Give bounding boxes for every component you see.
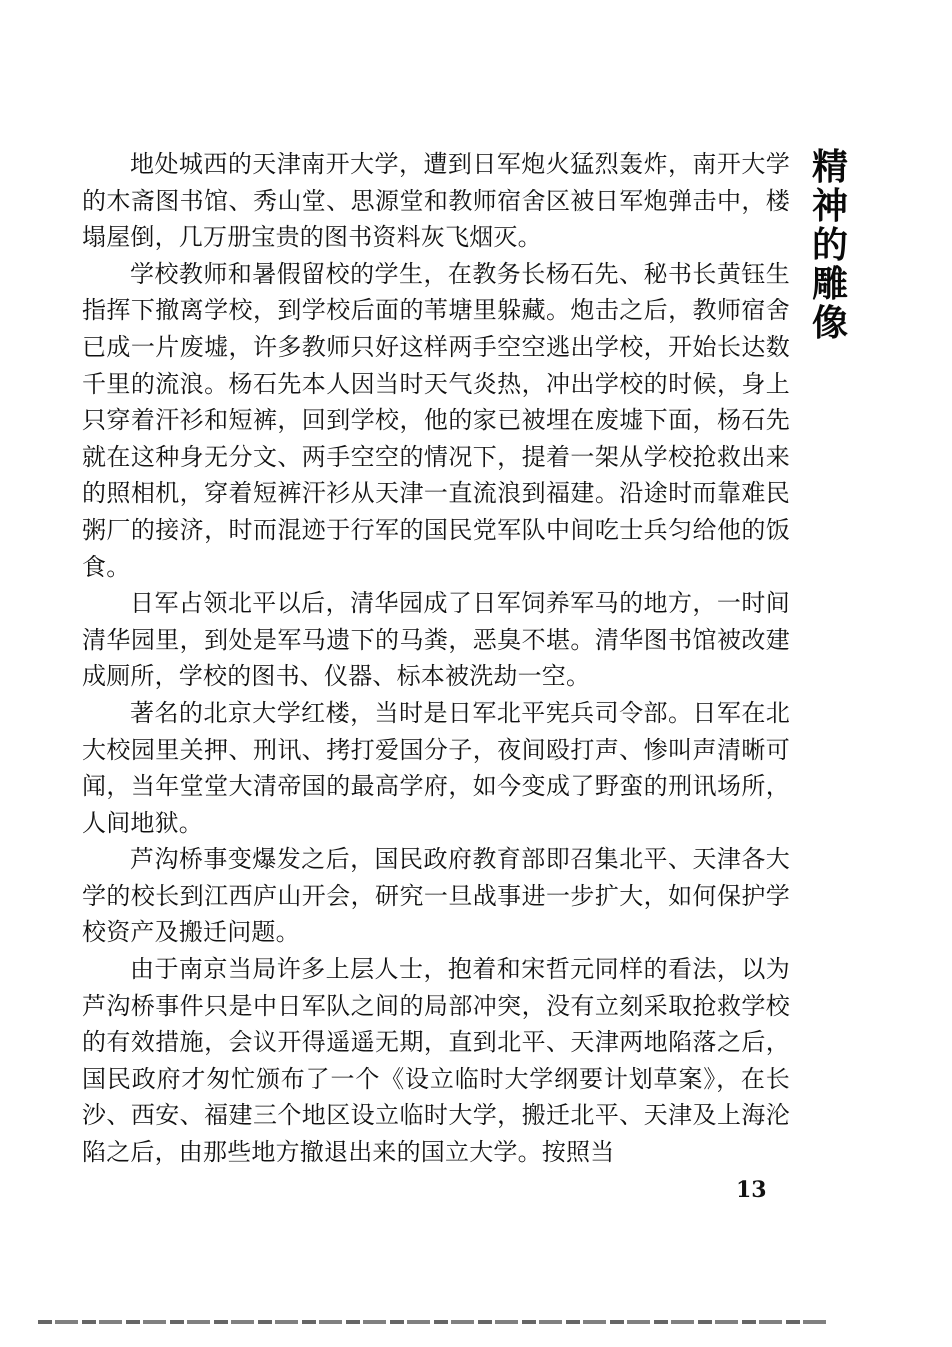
body-text xyxy=(82,146,790,1171)
paragraph: 日军占领北平以后，清华园成了日军饲养军马的地方，一时间清华园里，到处是军马遗下的马粪，恶臭不堪。清华图书馆被改建成厕所，学校的图书、仪器、标本被洗劫一空。 xyxy=(82,589,790,691)
page-number: 13 xyxy=(736,1177,767,1203)
running-title-char: 雕 xyxy=(811,264,848,305)
running-title-char: 精 xyxy=(811,147,848,188)
paragraph: 由于南京当局许多上层人士，抱着和宋哲元同样的看法，以为芦沟桥事件只是中日军队之间的局部冲突，没有立刻采取抢救学校的有效措施，会议开得遥遥无期，直到北平、天津两地陷落之后，国民政府才匆忙颁布了一个《设立临时大学纲要计划草案》，在长沙、西安、福建三个地区设立临时大学，搬迁北平、天津及上海沦陷之后，由那些地方撤退出来的国立大学。按照当 xyxy=(82,955,790,1167)
running-title-char: 神 xyxy=(811,186,848,227)
paragraph: 学校教师和暑假留校的学生，在教务长杨石先、秘书长黄钰生指挥下撤离学校，到学校后面的苇塘里躲藏。炮击之后，教师宿舍已成一片废墟，许多教师只好这样两手空空逃出学校，开始长达数千里的流浪。杨石先本人因当时天气炎热，冲出学校的时候，身上只穿着汗衫和短裤，回到学校，他的家已被埋在废墟下面，杨石先就在这种身无分文、两手空空的情况下，提着一架从学校抢救出来的照相机，穿着短裤汗衫从天津一直流浪到福建。沿途时而靠难民粥厂的接济，时而混迹于行军的国民党军队中间吃士兵匀给他的饭食。 xyxy=(82,259,790,581)
running-title-char: 像 xyxy=(811,303,848,344)
running-title-char: 的 xyxy=(811,225,848,266)
running-title-vertical xyxy=(810,148,850,343)
paragraph: 著名的北京大学红楼，当时是日军北平宪兵司令部。日军在北大校园里关押、刑讯、拷打爱国分子，夜间殴打声、惨叫声清晰可闻，当年堂堂大清帝国的最高学府，如今变成了野蛮的刑讯场所，人间地狱。 xyxy=(82,698,790,837)
paragraph: 芦沟桥事变爆发之后，国民政府教育部即召集北平、天津各大学的校长到江西庐山开会，研究一旦战事进一步扩大，如何保护学校资产及搬迁问题。 xyxy=(82,845,790,947)
paragraph: 地处城西的天津南开大学，遭到日军炮火猛烈轰炸，南开大学的木斋图书馆、秀山堂、思源堂和教师宿舍区被日军炮弹击中，楼塌屋倒，几万册宝贵的图书资料灰飞烟灭。 xyxy=(82,150,790,252)
scan-edge-divider xyxy=(38,1320,828,1324)
